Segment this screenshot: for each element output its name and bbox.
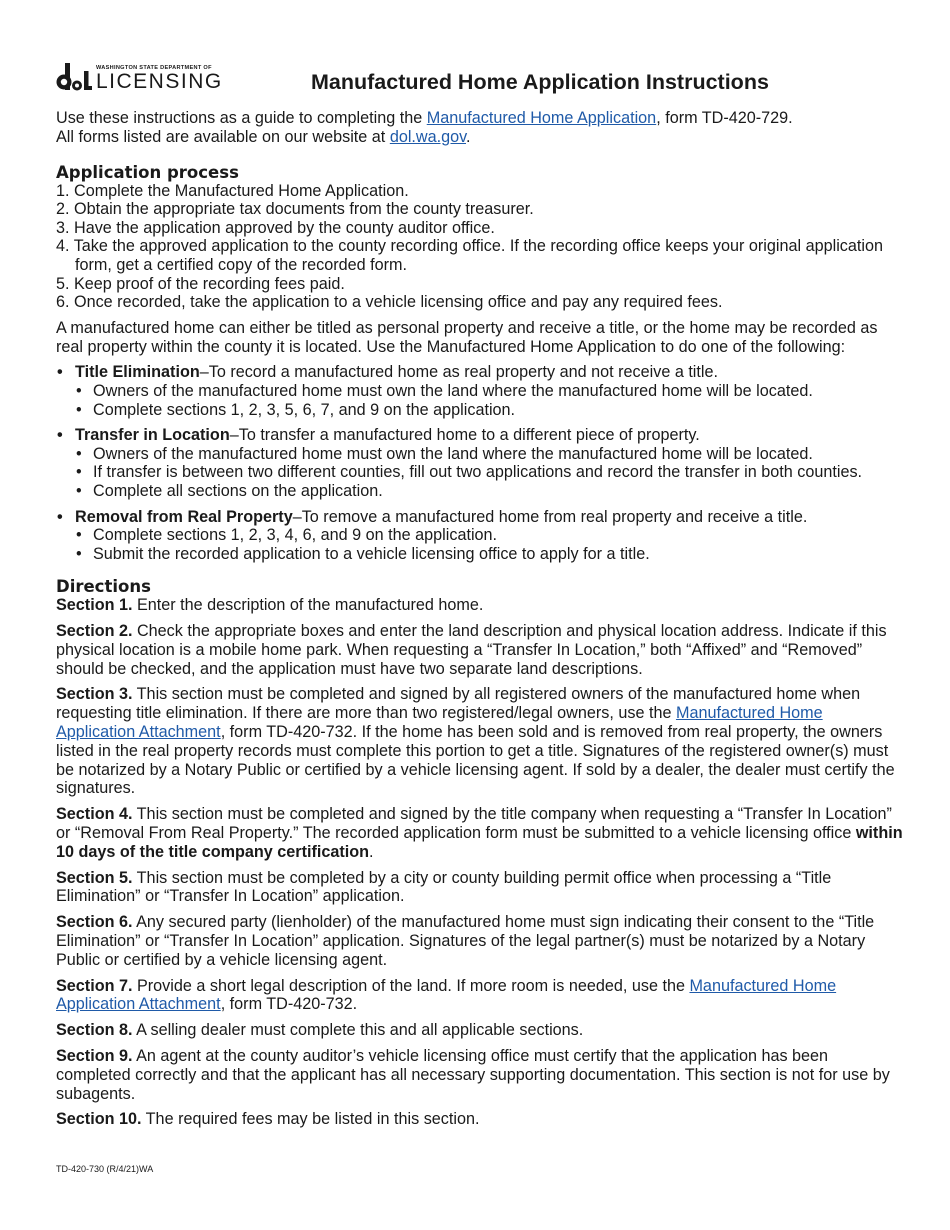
document-page <box>56 62 904 1136</box>
option-desc: –To transfer a manufactured home to a different piece of property. <box>229 426 700 445</box>
step-item: 2. Obtain the appropriate tax documents from the county treasurer. <box>56 200 534 219</box>
section-label: Section 1. <box>56 596 133 615</box>
option-desc: –To remove a manufactured home from real property and receive a title. <box>292 507 808 526</box>
option-subitem: • Submit the recorded application to a vehicle licensing office to apply for a title. <box>75 545 904 564</box>
section-text: Provide a short legal description of the land. If more room is needed, use the <box>132 976 690 995</box>
application-process-heading: Application process <box>56 162 239 182</box>
option-desc: –To record a manufactured home as real property and not receive a title. <box>199 363 719 382</box>
option-label: Transfer in Location <box>75 426 230 445</box>
section-label: Section 2. <box>56 622 133 641</box>
intro-text: All forms listed are available on our website at <box>56 127 390 146</box>
header <box>56 62 904 102</box>
section-text: This section must be completed by a city or county building permit office when processing a “Title Elimination” or “Transfer In Location” application. <box>56 868 832 906</box>
option-label: Removal from Real Property <box>75 507 293 526</box>
section-label: Section 4. <box>56 805 133 824</box>
section-text: This section must be completed and signed by the title company when requesting a “Transfer In Location” or “Removal From Real Property.” The recorded application form must be submitted to a vehicle licensing office <box>56 805 892 843</box>
option-subitem: • If transfer is between two different counties, fill out two applications and record the transfer in both counties. <box>75 463 904 482</box>
attachment-form-link[interactable]: Manufactured Home Application Attachment <box>56 704 823 742</box>
deadline-emphasis: within 10 days of the title company certification <box>56 824 903 861</box>
section-text: , form TD-420-732. If the home has been sold and is removed from real property, the owners listed in the real property records must complete this portion to get a title. Signatures of the registered owner(s) must be notarized by a Notary Public or certified by a vehicle licensing agent. If sold by a dealer, the dealer must certify the signatures. <box>56 723 895 798</box>
intro-text: . <box>466 127 471 146</box>
section-text: An agent at the county auditor’s vehicle licensing office must certify that the application has been completed correctly and that the applicant has all necessary supporting documentation. This section is not for use by subagents. <box>56 1047 890 1103</box>
section-text: , form TD-420-732. <box>220 995 358 1014</box>
section-text: Enter the description of the manufactured home. <box>132 596 484 615</box>
page-title: Manufactured Home Application Instructions <box>311 70 769 94</box>
step-item: 1. Complete the Manufactured Home Application. <box>56 181 409 200</box>
form-number-footer: TD-420-730 (R/4/21)WA <box>56 1164 154 1174</box>
section-8-directions <box>56 1021 904 1040</box>
dol-logo-mark-icon <box>56 62 92 92</box>
section-5-directions <box>56 869 904 907</box>
option-subitem: • Owners of the manufactured home must own the land where the manufactured home will be located. <box>75 445 904 464</box>
section-text: This section must be completed and signed by all registered owners of the manufactured home when requesting title elimination. If there are more than two registered/legal owners, use the <box>56 685 861 723</box>
section-3-directions <box>56 685 904 798</box>
option-title-elimination <box>56 363 904 419</box>
section-1-directions <box>56 596 904 615</box>
section-label: Section 8. <box>56 1021 133 1040</box>
section-text: Check the appropriate boxes and enter the land description and physical location address. Indicate if this physical location is a mobile home park. When requesting a “Transfer In Location,” both “Affixed” and “Removed” should be checked, and the application must have two separate land descriptions. <box>56 622 887 678</box>
section-text: . <box>369 842 374 861</box>
dol-logo <box>56 62 223 92</box>
intro-text: Use these instructions as a guide to completing the <box>56 109 427 127</box>
option-subitem: • Complete sections 1, 2, 3, 4, 6, and 9 on the application. <box>75 526 904 545</box>
section-6-directions <box>56 913 904 969</box>
logo-subtitle: WASHINGTON STATE DEPARTMENT OF <box>96 65 212 71</box>
section-label: Section 6. <box>56 913 133 932</box>
section-4-directions <box>56 805 904 861</box>
directions-heading: Directions <box>56 577 151 597</box>
section-7-directions <box>56 977 904 1015</box>
manufactured-home-application-link[interactable]: Manufactured Home Application <box>426 109 657 127</box>
application-steps <box>56 182 904 312</box>
intro-text: , form TD-420-729. <box>656 109 793 127</box>
step-item: 3. Have the application approved by the county auditor office. <box>56 218 495 237</box>
attachment-form-link[interactable]: Manufactured Home Application Attachment <box>56 976 837 1014</box>
option-subitem: • Complete sections 1, 2, 3, 5, 6, 7, and 9 on the application. <box>75 401 904 420</box>
application-options-list <box>56 363 904 563</box>
section-label: Section 9. <box>56 1047 133 1066</box>
step-item: 5. Keep proof of the recording fees paid. <box>56 274 345 293</box>
option-subitem: • Complete all sections on the application. <box>75 482 904 501</box>
section-2-directions <box>56 622 904 678</box>
logo-wordmark: LICENSING <box>96 70 223 93</box>
dol-website-link[interactable]: dol.wa.gov <box>389 127 466 146</box>
step-item: 6. Once recorded, take the application to a vehicle licensing office and pay any required fees. <box>56 293 723 312</box>
section-text: The required fees may be listed in this section. <box>141 1110 480 1129</box>
option-transfer-in-location <box>56 426 904 500</box>
section-label: Section 5. <box>56 868 133 887</box>
step-item: 4. Take the approved application to the county recording office. If the recording office keeps your original application form, get a certified copy of the recorded form. <box>56 237 883 274</box>
option-removal-from-real-property <box>56 508 904 564</box>
intro <box>56 109 904 147</box>
section-text: Any secured party (lienholder) of the manufactured home must sign indicating their consent to the “Title Elimination” or “Transfer In Location” application. Signatures of the legal partner(s) must be notarized by a Notary Public or certified by a vehicle licensing agent. <box>56 913 875 969</box>
section-9-directions <box>56 1047 904 1103</box>
section-label: Section 10. <box>56 1110 142 1129</box>
option-subitem: • Owners of the manufactured home must own the land where the manufactured home will be located. <box>75 382 904 401</box>
section-label: Section 7. <box>56 976 133 995</box>
section-text: A selling dealer must complete this and all applicable sections. <box>132 1021 584 1040</box>
application-options-paragraph: A manufactured home can either be titled as personal property and receive a title, or the home may be recorded as real property within the county it is located. Use the Manufactured Home Application to do one of the following: <box>56 318 878 356</box>
section-10-directions <box>56 1110 904 1129</box>
section-label: Section 3. <box>56 685 133 704</box>
option-label: Title Elimination <box>75 363 200 382</box>
